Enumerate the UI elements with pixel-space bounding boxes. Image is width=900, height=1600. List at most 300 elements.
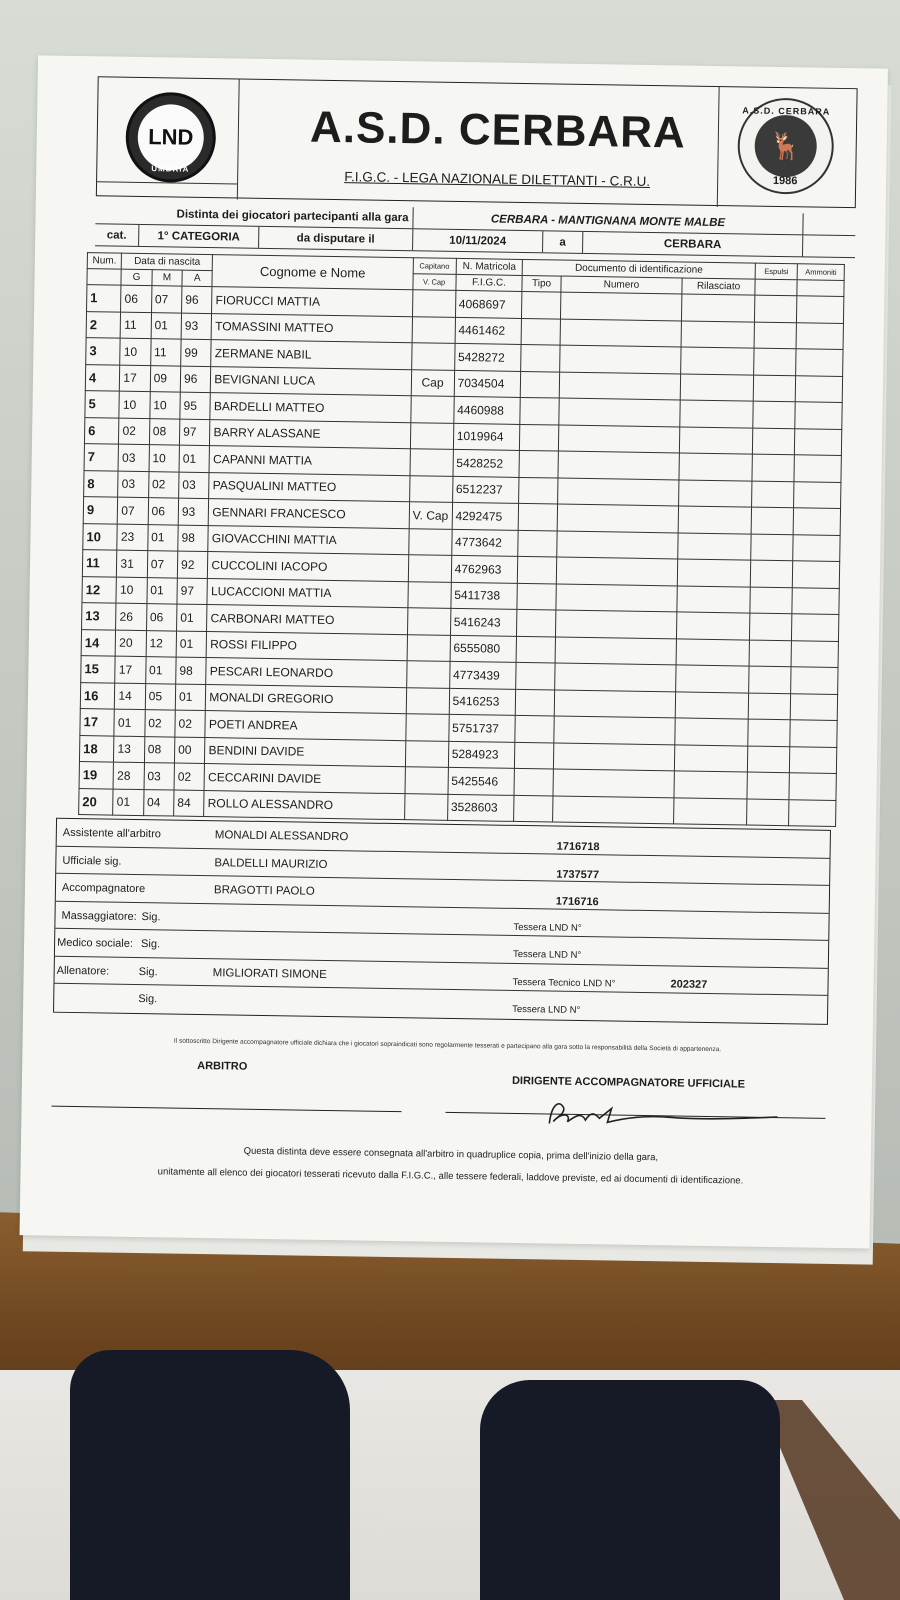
ammoniti-cell (790, 746, 837, 773)
player-name: BARRY ALASSANE (210, 419, 411, 449)
date-label: da disputare il (259, 227, 413, 250)
doc-rilasciato (675, 718, 748, 746)
doc-rilasciato (681, 347, 754, 375)
doc-numero (557, 504, 679, 532)
doc-numero (553, 743, 675, 771)
birth-day: 10 (119, 391, 150, 418)
birth-month: 12 (146, 630, 177, 657)
doc-tipo (514, 795, 553, 822)
allenatore-sig: Sig. (138, 965, 158, 978)
doc-numero (559, 345, 681, 373)
doc-rilasciato (678, 506, 751, 534)
empty-cell (803, 213, 855, 235)
assistente-code: 1716718 (556, 840, 600, 854)
player-number: 13 (82, 603, 117, 630)
birth-year: 02 (174, 763, 205, 790)
captain-mark (411, 343, 454, 370)
players-table (78, 252, 845, 827)
doc-numero (556, 584, 678, 612)
birth-day: 02 (119, 418, 150, 445)
crest-year: 1986 (772, 174, 798, 188)
ammoniti-cell (791, 667, 838, 694)
player-name: TOMASSINI MATTEO (211, 313, 412, 343)
figc-number: 5416243 (450, 608, 517, 636)
birth-month: 10 (149, 445, 180, 472)
assistente-name: MONALDI ALESSANDRO (214, 829, 349, 844)
birth-year: 01 (176, 631, 207, 658)
birth-year: 00 (174, 737, 205, 764)
club-title: A.S.D. CERBARA (309, 102, 687, 158)
captain-mark (406, 687, 449, 714)
allenatore-code: 202327 (670, 977, 708, 991)
doc-rilasciato (678, 532, 751, 560)
espulsi-cell (747, 772, 790, 799)
extra-tessera: Tessera LND N° (512, 1003, 581, 1016)
cat-label: cat. (95, 224, 139, 246)
captain-mark (412, 290, 455, 317)
doc-numero (553, 769, 675, 797)
doc-rilasciato (674, 797, 747, 825)
lnd-logo-region: UMBRIA (151, 164, 190, 174)
player-name: BEVIGNANI LUCA (211, 366, 412, 396)
captain-mark (410, 396, 453, 423)
birth-year: 01 (175, 684, 206, 711)
birth-day: 13 (114, 736, 145, 763)
figc-number: 5428252 (453, 449, 520, 477)
doc-rilasciato (680, 426, 753, 454)
player-name: CAPANNI MATTIA (209, 446, 410, 476)
player-name: FIORUCCI MATTIA (212, 287, 413, 317)
captain-mark: Cap (411, 369, 454, 396)
col-m: M (152, 270, 183, 286)
ammoniti-cell (793, 534, 840, 561)
doc-rilasciato (680, 400, 753, 428)
doc-numero (559, 398, 681, 426)
team-sheet (20, 55, 888, 1248)
espulsi-cell (754, 295, 797, 322)
player-name: POETI ANDREA (205, 711, 406, 741)
doc-numero (555, 610, 677, 638)
player-number: 10 (83, 523, 118, 550)
header-divider (97, 181, 237, 184)
figc-number: 4773439 (449, 661, 516, 689)
captain-mark (407, 634, 450, 661)
doc-rilasciato (680, 373, 753, 401)
ammoniti-cell (795, 428, 842, 455)
captain-mark: V. Cap (409, 502, 452, 529)
doc-numero (552, 796, 674, 824)
col-ammoniti: Ammoniti (798, 264, 845, 281)
doc-numero (558, 451, 680, 479)
figc-number: 4461462 (455, 317, 522, 345)
player-number: 11 (82, 550, 117, 577)
col-g: G (121, 269, 152, 285)
doc-numero (557, 531, 679, 559)
captain-mark (407, 608, 450, 635)
espulsi-cell (752, 454, 795, 481)
birth-day: 31 (117, 550, 148, 577)
league-subtitle: F.I.G.C. - LEGA NAZIONALE DILETTANTI - C.R.U. (344, 169, 651, 189)
allenatore-label: Allenatore: (56, 964, 110, 978)
col-dob: Data di nascita (122, 253, 213, 270)
birth-year: 01 (177, 604, 208, 631)
birth-month: 07 (147, 551, 178, 578)
doc-tipo (515, 715, 554, 742)
col-ammoniti-sub (797, 280, 844, 297)
birth-month: 10 (150, 392, 181, 419)
doc-tipo (521, 344, 560, 371)
espulsi-cell (753, 401, 796, 428)
doc-numero (554, 663, 676, 691)
doc-tipo (520, 424, 559, 451)
espulsi-cell (750, 560, 793, 587)
player-name: GIOVACCHINI MATTIA (208, 525, 409, 555)
arbitro-signature-line (52, 1106, 402, 1112)
lnd-logo-text: LND (137, 104, 204, 171)
doc-tipo (514, 768, 553, 795)
player-name: BARDELLI MATTEO (210, 393, 411, 423)
birth-month: 03 (144, 763, 175, 790)
doc-numero (560, 319, 682, 347)
doc-tipo (517, 609, 556, 636)
captain-mark (405, 767, 448, 794)
birth-day: 06 (121, 285, 152, 312)
birth-day: 17 (115, 656, 146, 683)
figc-number: 3528603 (447, 794, 514, 822)
ammoniti-cell (793, 561, 840, 588)
captain-mark (407, 581, 450, 608)
doc-tipo (515, 742, 554, 769)
espulsi-cell (749, 640, 792, 667)
player-name: ROSSI FILIPPO (206, 631, 407, 661)
captain-mark (406, 661, 449, 688)
birth-day: 10 (120, 338, 151, 365)
doc-tipo (521, 318, 560, 345)
player-number: 2 (86, 311, 121, 338)
header-box (96, 76, 858, 208)
player-number: 16 (80, 682, 115, 709)
player-number: 7 (84, 444, 119, 471)
doc-rilasciato (677, 559, 750, 587)
ammoniti-cell (797, 296, 844, 323)
player-number: 1 (87, 285, 122, 312)
player-name: PESCARI LEONARDO (206, 658, 407, 688)
espulsi-cell (749, 666, 792, 693)
birth-month: 01 (151, 312, 182, 339)
player-number: 19 (79, 762, 114, 789)
figc-number: 5751737 (448, 714, 515, 742)
birth-month: 11 (150, 339, 181, 366)
ammoniti-cell (794, 455, 841, 482)
birth-month: 07 (151, 286, 182, 313)
birth-month: 02 (148, 471, 179, 498)
doc-rilasciato (677, 612, 750, 640)
doc-rilasciato (674, 771, 747, 799)
doc-tipo (516, 662, 555, 689)
doc-numero (559, 372, 681, 400)
espulsi-cell (754, 348, 797, 375)
accompagnatore-name: BRAGOTTI PAOLO (213, 884, 315, 898)
ammoniti-cell (790, 720, 837, 747)
trouser-leg-left (70, 1350, 350, 1600)
captain-mark (409, 475, 452, 502)
doc-rilasciato (676, 665, 749, 693)
captain-mark (408, 555, 451, 582)
birth-month: 08 (149, 418, 180, 445)
player-number: 20 (79, 788, 114, 815)
player-number: 12 (82, 576, 117, 603)
doc-tipo (516, 636, 555, 663)
massaggiatore-sig: Sig. (141, 910, 161, 923)
birth-day: 26 (116, 603, 147, 630)
figc-number: 5284923 (448, 741, 515, 769)
doc-tipo (520, 397, 559, 424)
figc-number: 4762963 (451, 555, 518, 583)
doc-tipo (516, 689, 555, 716)
figc-number: 4292475 (452, 502, 519, 530)
espulsi-cell (750, 587, 793, 614)
birth-year: 96 (182, 286, 213, 313)
ammoniti-cell (792, 587, 839, 614)
birth-month: 05 (145, 683, 176, 710)
figc-number: 5416253 (449, 688, 516, 716)
doc-tipo (519, 450, 558, 477)
birth-year: 99 (181, 339, 212, 366)
deer-icon: 🦌 (754, 115, 817, 178)
birth-year: 03 (179, 472, 210, 499)
doc-numero (556, 557, 678, 585)
player-rows (79, 285, 844, 827)
birth-month: 08 (144, 736, 175, 763)
distinta-label: Distinta dei giocatori partecipanti alla gara (95, 202, 413, 228)
doc-rilasciato (676, 638, 749, 666)
match-info (95, 202, 856, 258)
birth-day: 07 (118, 497, 149, 524)
col-numero: Numero (561, 276, 683, 294)
massaggiatore-label: Massaggiatore: (61, 909, 137, 923)
birth-day: 17 (120, 365, 151, 392)
figc-number: 4773642 (451, 529, 518, 557)
player-number: 15 (81, 656, 116, 683)
doc-rilasciato (681, 320, 754, 348)
doc-numero (554, 690, 676, 718)
match-name: CERBARA - MANTIGNANA MONTE MALBE (413, 207, 803, 234)
ammoniti-cell (789, 799, 836, 826)
birth-month: 01 (145, 657, 176, 684)
doc-tipo (518, 530, 557, 557)
ammoniti-cell (789, 773, 836, 800)
doc-rilasciato (679, 453, 752, 481)
declaration-text: Il sottoscritto Dirigente accompagnatore ufficiale dichiara che i giocatori sopraindicati sono regolarmente tesserati e partecipano alla gara sotto la responsabilità della Società di appartenenza. (173, 1037, 722, 1054)
col-espulsi-sub (755, 279, 798, 296)
birth-year: 84 (174, 790, 205, 817)
birth-year: 95 (180, 392, 211, 419)
doc-rilasciato (675, 691, 748, 719)
espulsi-cell (748, 693, 791, 720)
allenatore-name: MIGLIORATI SIMONE (212, 966, 327, 981)
col-figc: F.I.G.C. (456, 274, 523, 291)
allenatore-tessera: Tessera Tecnico LND N° (512, 976, 616, 990)
espulsi-cell (746, 799, 789, 826)
col-rilasciato: Rilasciato (682, 278, 755, 295)
player-name: CARBONARI MATTEO (207, 605, 408, 635)
birth-month: 01 (147, 524, 178, 551)
doc-tipo (519, 477, 558, 504)
empty-cell (803, 235, 855, 257)
birth-year: 02 (175, 710, 206, 737)
figc-number: 5411738 (451, 582, 518, 610)
espulsi-cell (751, 481, 794, 508)
footer-note (80, 1138, 821, 1194)
player-number: 6 (84, 417, 119, 444)
lnd-logo (125, 92, 216, 183)
player-number: 5 (85, 391, 120, 418)
player-name: ROLLO ALESSANDRO (204, 790, 405, 820)
ammoniti-cell (794, 508, 841, 535)
birth-day: 01 (113, 789, 144, 816)
medico-sig: Sig. (141, 938, 161, 951)
player-name: BENDINI DAVIDE (205, 737, 406, 767)
captain-mark (408, 528, 451, 555)
espulsi-cell (748, 719, 791, 746)
col-vcap: V. Cap (412, 274, 455, 291)
player-name: CECCARINI DAVIDE (204, 764, 405, 794)
figc-number: 7034504 (454, 370, 521, 398)
doc-numero (555, 637, 677, 665)
birth-year: 92 (177, 551, 208, 578)
birth-day: 10 (116, 577, 147, 604)
match-date: 10/11/2024 (413, 229, 543, 252)
col-capitano: Capitano (413, 258, 456, 275)
medico-label: Medico sociale: (57, 936, 134, 950)
accompagnatore-label: Accompagnatore (61, 881, 146, 896)
doc-tipo (517, 583, 556, 610)
birth-day: 20 (116, 630, 147, 657)
birth-year: 93 (181, 313, 212, 340)
doc-rilasciato (675, 744, 748, 772)
player-name: MONALDI GREGORIO (206, 684, 407, 714)
birth-day: 28 (113, 762, 144, 789)
ammoniti-cell (796, 322, 843, 349)
doc-numero (560, 292, 682, 320)
ammoniti-cell (791, 640, 838, 667)
figc-number: 5428272 (454, 343, 521, 371)
col-name: Cognome e Nome (212, 255, 413, 290)
extra-sig: Sig. (138, 993, 158, 1006)
birth-month: 04 (143, 789, 174, 816)
espulsi-cell (749, 613, 792, 640)
footer-line-1: Questa distinta deve essere consegnata all'arbitro in quadruplice copia, prima dell'inizio della gara, (243, 1145, 659, 1164)
ammoniti-cell (794, 481, 841, 508)
birth-day: 03 (118, 471, 149, 498)
doc-numero (557, 478, 679, 506)
ufficiale-name: BALDELLI MAURIZIO (214, 856, 328, 871)
espulsi-cell (752, 428, 795, 455)
player-number: 17 (80, 709, 115, 736)
birth-day: 03 (118, 444, 149, 471)
handwritten-signature (541, 1093, 782, 1137)
ammoniti-cell (792, 614, 839, 641)
massaggiatore-tessera: Tessera LND N° (513, 921, 582, 934)
espulsi-cell (751, 507, 794, 534)
medico-tessera: Tessera LND N° (512, 948, 582, 961)
player-number: 9 (83, 497, 118, 524)
assistente-label: Assistente all'arbitro (62, 826, 162, 841)
player-number: 4 (85, 364, 120, 391)
player-name: LUCACCIONI MATTIA (207, 578, 408, 608)
staff-block (53, 818, 831, 1025)
at-label: a (543, 231, 583, 253)
espulsi-cell (751, 534, 794, 561)
trouser-leg-right (480, 1380, 780, 1600)
venue: CERBARA (583, 232, 803, 256)
player-name: GENNARI FRANCESCO (209, 499, 410, 529)
player-name: ZERMANE NABIL (211, 340, 412, 370)
ammoniti-cell (795, 402, 842, 429)
birth-year: 98 (178, 525, 209, 552)
captain-mark (412, 316, 455, 343)
footer-line-2: unitamente all elenco dei giocatori tesserati ricevuto dalla F.I.G.C., alle tessere federali, laddove previste, ed ai documenti di identificazione. (157, 1166, 744, 1187)
birth-day: 11 (120, 312, 151, 339)
col-num: Num. (87, 253, 122, 270)
col-a: A (182, 270, 213, 286)
header-divider (717, 87, 720, 207)
birth-year: 96 (180, 366, 211, 393)
doc-rilasciato (682, 294, 755, 322)
doc-rilasciato (677, 585, 750, 613)
doc-tipo (521, 371, 560, 398)
birth-year: 97 (179, 419, 210, 446)
col-num-sub (87, 269, 122, 286)
figc-number: 5425546 (448, 767, 515, 795)
figc-number: 4068697 (455, 290, 522, 318)
captain-mark (405, 714, 448, 741)
figc-number: 6555080 (450, 635, 517, 663)
doc-numero (558, 425, 680, 453)
player-name: CUCCOLINI IACOPO (208, 552, 409, 582)
birth-month: 06 (148, 498, 179, 525)
ammoniti-cell (791, 693, 838, 720)
doc-tipo (519, 503, 558, 530)
birth-month: 06 (146, 604, 177, 631)
birth-month: 09 (150, 365, 181, 392)
birth-year: 97 (177, 578, 208, 605)
col-tipo: Tipo (522, 275, 561, 292)
captain-mark (404, 793, 447, 820)
doc-numero (554, 716, 676, 744)
birth-day: 01 (114, 709, 145, 736)
player-number: 18 (79, 735, 114, 762)
club-crest (737, 97, 834, 194)
ufficiale-code: 1737577 (556, 868, 600, 881)
espulsi-cell (753, 375, 796, 402)
birth-year: 01 (179, 445, 210, 472)
doc-rilasciato (679, 479, 752, 507)
birth-day: 14 (115, 683, 146, 710)
figc-number: 1019964 (453, 423, 520, 451)
birth-year: 98 (176, 657, 207, 684)
birth-month: 02 (145, 710, 176, 737)
ammoniti-cell (796, 349, 843, 376)
crest-name: A.S.D. CERBARA (742, 105, 831, 117)
dirigente-label: DIRIGENTE ACCOMPAGNATORE UFFICIALE (511, 1074, 746, 1091)
col-documento: Documento di identificazione (523, 259, 756, 279)
birth-year: 93 (178, 498, 209, 525)
doc-tipo (522, 291, 561, 318)
birth-day: 23 (117, 524, 148, 551)
header-divider (237, 79, 240, 199)
player-number: 8 (84, 470, 119, 497)
